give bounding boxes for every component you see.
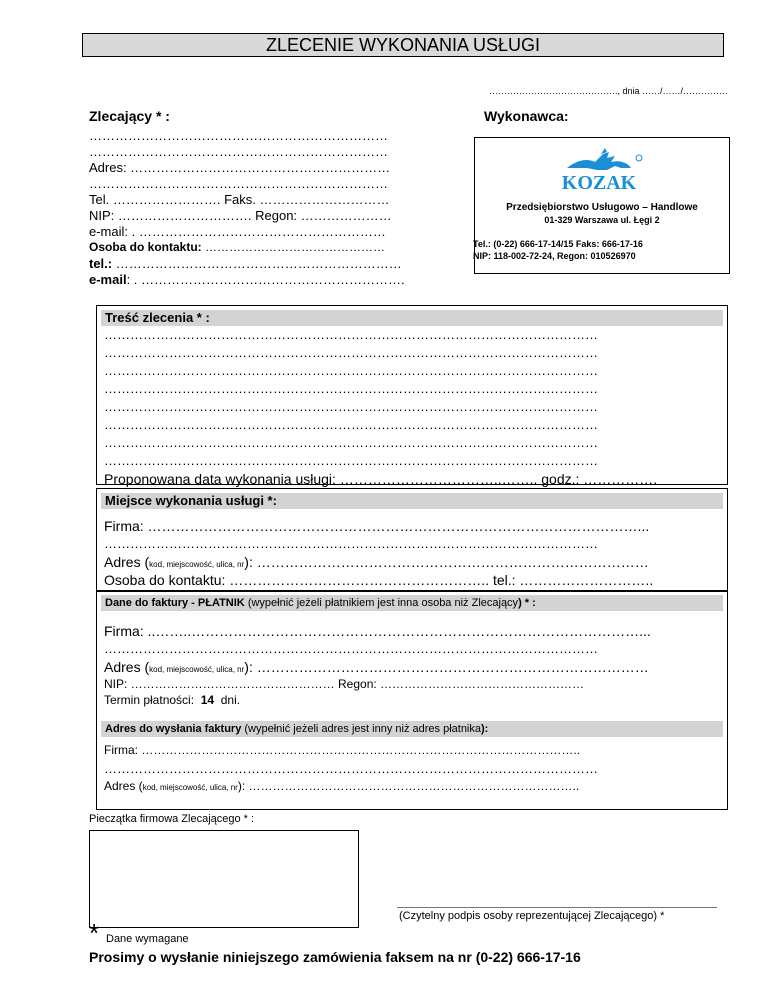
- date-line[interactable]: ……………………………………., dnia ……/……/……………: [488, 86, 728, 96]
- invoice-firma[interactable]: Firma: ..……..……………………………………………………………………………………...: [104, 623, 651, 639]
- invoice-heading-title: Dane do faktury - PŁATNIK: [105, 597, 245, 609]
- tel-dots: …………………………………………………………: [112, 256, 402, 271]
- order-line[interactable]: ……………………………………………………………………………………………………: [104, 417, 598, 432]
- order-line[interactable]: ……………………………………………………………………………………………………: [104, 345, 598, 360]
- logo-text: KOZAK: [561, 172, 637, 192]
- client-line-3[interactable]: ……………………………………………………………: [89, 176, 388, 191]
- mailing-heading: [101, 721, 723, 737]
- mailing-heading-note: (wypełnić jeżeli adres jest inny niż adres płatnika: [241, 723, 481, 735]
- client-nip-regon[interactable]: NIP: …………………………. Regon: …………………: [89, 208, 392, 223]
- contractor-phones: Tel.: (0-22) 666-17-14/15 Faks: 666-17-16: [473, 239, 643, 249]
- stamp-box[interactable]: [89, 830, 359, 928]
- invoice-heading: [101, 595, 723, 611]
- contractor-box: [474, 137, 730, 274]
- client-address[interactable]: Adres: ……………………………………………………: [89, 160, 391, 175]
- invoice-section: [96, 590, 728, 810]
- proposed-date[interactable]: Proponowana data wykonania usługi: ……………………………..…….. godz.: …………….: [104, 471, 658, 487]
- stamp-label: Pieczątka firmowa Zlecającego * :: [89, 813, 255, 825]
- client-tel[interactable]: [89, 256, 461, 272]
- required-star: *: [89, 918, 100, 948]
- order-line[interactable]: ……………………………………………………………………………………………………: [104, 327, 598, 342]
- required-label: Dane wymagane: [106, 933, 189, 945]
- mailing-dots[interactable]: ……………………………………………………………………………………………………: [104, 761, 598, 776]
- location-dots[interactable]: ……………………………………………………………………………………………………: [104, 536, 598, 551]
- client-email-2[interactable]: [89, 272, 461, 288]
- invoice-heading-note: (wypełnić jeżeli płatnikiem jest inna osoba niż Zlecający: [244, 597, 519, 609]
- payment-terms: [104, 693, 727, 711]
- order-heading: Treść zlecenia * :: [101, 310, 723, 326]
- contractor-company: Przedsiębiorstwo Usługowo – Handlowe: [506, 202, 698, 213]
- address-label: Adres (: [104, 659, 150, 675]
- address-label: Adres (: [104, 779, 143, 793]
- client-line-1[interactable]: ……………………………………………………………: [89, 128, 388, 143]
- address-hint: kod, miejscowość, ulica, nr: [142, 783, 238, 792]
- payment-days: 14: [200, 693, 215, 707]
- client-fields: [89, 128, 461, 288]
- location-section: [96, 488, 728, 592]
- order-line[interactable]: ……………………………………………………………………………………………………: [104, 399, 598, 414]
- client-tel-fax[interactable]: Tel. ……………………. Faks. …………………………: [89, 192, 390, 207]
- invoice-nip-regon[interactable]: NIP: …………………………………………… Regon: ……………………………………………: [104, 677, 585, 691]
- mailing-firma[interactable]: Firma: ………………………………………………………………………………………………..: [104, 743, 580, 757]
- email2-label: e-mail: [89, 272, 127, 287]
- address-dots: ): …………………………………………………………………………: [244, 554, 649, 570]
- contractor-nip-regon: NIP: 118-002-72-24, Regon: 010526970: [473, 251, 636, 261]
- fax-request: Prosimy o wysłanie niniejszego zamówienia faksem na nr (0-22) 666-17-16: [89, 949, 581, 965]
- invoice-heading-end: ) * :: [518, 597, 536, 609]
- kozak-logo: [557, 146, 647, 192]
- contact-person-dots: ………………………………………: [201, 240, 386, 254]
- document-title: ZLECENIE WYKONANIA USŁUGI: [82, 33, 724, 57]
- invoice-address[interactable]: [104, 659, 727, 677]
- signature-line[interactable]: [397, 907, 717, 908]
- payment-label: Termin płatności:: [104, 693, 195, 707]
- address-dots: ): ………………………………………………………………………..: [237, 779, 580, 793]
- client-email[interactable]: e-mail: . …………………………………………………: [89, 224, 386, 239]
- email2-dots: : . …………………………………………………….: [126, 272, 405, 287]
- location-firma[interactable]: Firma: ……………………………………………………………………………………………...: [104, 518, 650, 534]
- client-contact-person[interactable]: [89, 240, 461, 256]
- order-section: [96, 305, 728, 485]
- tel-label: tel.:: [89, 256, 113, 271]
- client-line-2[interactable]: ……………………………………………………………: [89, 144, 388, 159]
- location-heading: Miejsce wykonania usługi *:: [101, 493, 723, 509]
- invoice-dots[interactable]: ……………………………………………………………………………………………………: [104, 641, 598, 656]
- address-hint: kod, miejscowość, ulica, nr: [149, 665, 245, 674]
- contractor-heading: Wykonawca:: [484, 108, 569, 124]
- address-dots: ): …………………………………………………………………………: [244, 659, 649, 675]
- payment-unit: dni.: [220, 693, 241, 707]
- contractor-address: 01-329 Warszawa ul. Łęgi 2: [544, 215, 660, 225]
- mailing-heading-end: ):: [481, 723, 489, 735]
- address-hint: kod, miejscowość, ulica, nr: [149, 560, 245, 569]
- location-contact[interactable]: Osoba do kontaktu: ……………………………………………….. tel.: ………………………..: [104, 572, 654, 588]
- location-address[interactable]: [104, 554, 727, 572]
- order-line[interactable]: ……………………………………………………………………………………………………: [104, 453, 598, 468]
- address-label: Adres (: [104, 554, 150, 570]
- order-line[interactable]: ……………………………………………………………………………………………………: [104, 435, 598, 450]
- mailing-address[interactable]: [104, 779, 727, 797]
- signature-label: (Czytelny podpis osoby reprezentującej Zlecającego) *: [399, 910, 665, 922]
- order-line[interactable]: ……………………………………………………………………………………………………: [104, 381, 598, 396]
- mailing-heading-title: Adres do wysłania faktury: [105, 723, 242, 735]
- order-line[interactable]: ……………………………………………………………………………………………………: [104, 363, 598, 378]
- contact-person-label: Osoba do kontaktu:: [89, 240, 202, 254]
- client-heading: Zlecający * :: [89, 108, 170, 124]
